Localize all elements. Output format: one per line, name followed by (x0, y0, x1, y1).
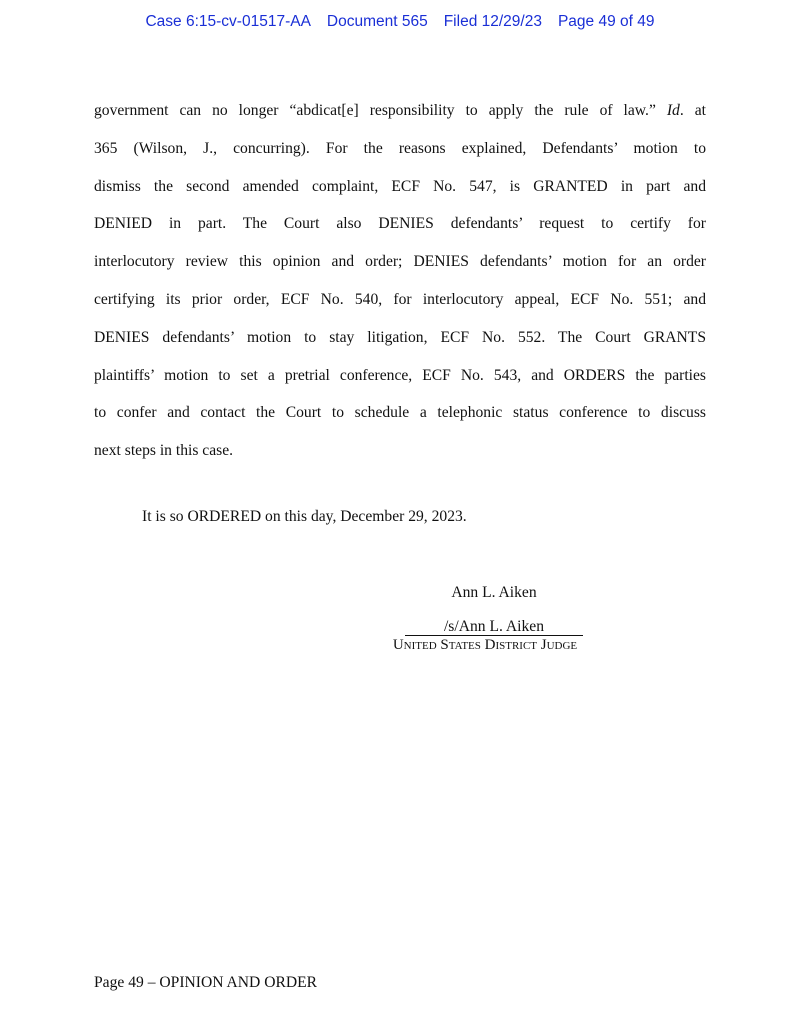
judge-name: Ann L. Aiken (451, 584, 537, 601)
judge-title: United States District Judge (392, 637, 578, 653)
body-line: interlocutory review this opinion and order; DENIES defendants’ motion for an order (94, 253, 706, 271)
filed-date: Filed 12/29/23 (443, 13, 542, 30)
electronic-signature: /s/Ann L. Aiken (405, 618, 583, 636)
case-number: Case 6:15-cv-01517-AA (145, 13, 311, 30)
body-line: next steps in this case. (94, 442, 234, 460)
body-line: dismiss the second amended complaint, ECF No. 547, is GRANTED in part and (94, 177, 706, 195)
body-line: to confer and contact the Court to schedule a telephonic status conference to discuss (94, 404, 706, 422)
opinion-body (94, 92, 706, 470)
page-count: Page 49 of 49 (557, 13, 655, 30)
document-number: Document 565 (326, 13, 428, 30)
page-footer: Page 49 – OPINION AND ORDER (94, 974, 318, 991)
signature-block (360, 584, 610, 654)
body-line: certifying its prior order, ECF No. 540, for interlocutory appeal, ECF No. 551; and (94, 290, 706, 308)
body-line: DENIED in part. The Court also DENIES defendants’ request to certify for (94, 215, 706, 233)
citation-id: Id (666, 102, 680, 119)
body-line: government can no longer “abdicat[e] responsibility to apply the rule of law.” Id. at (94, 102, 706, 119)
document-header (0, 13, 800, 31)
order-statement: It is so ORDERED on this day, December 29, 2023. (142, 508, 467, 525)
body-line: DENIES defendants’ motion to stay litigation, ECF No. 552. The Court GRANTS (94, 328, 706, 346)
body-line: 365 (Wilson, J., concurring). For the reasons explained, Defendants’ motion to (94, 139, 706, 157)
body-line: plaintiffs’ motion to set a pretrial conference, ECF No. 543, and ORDERS the parties (94, 366, 706, 384)
